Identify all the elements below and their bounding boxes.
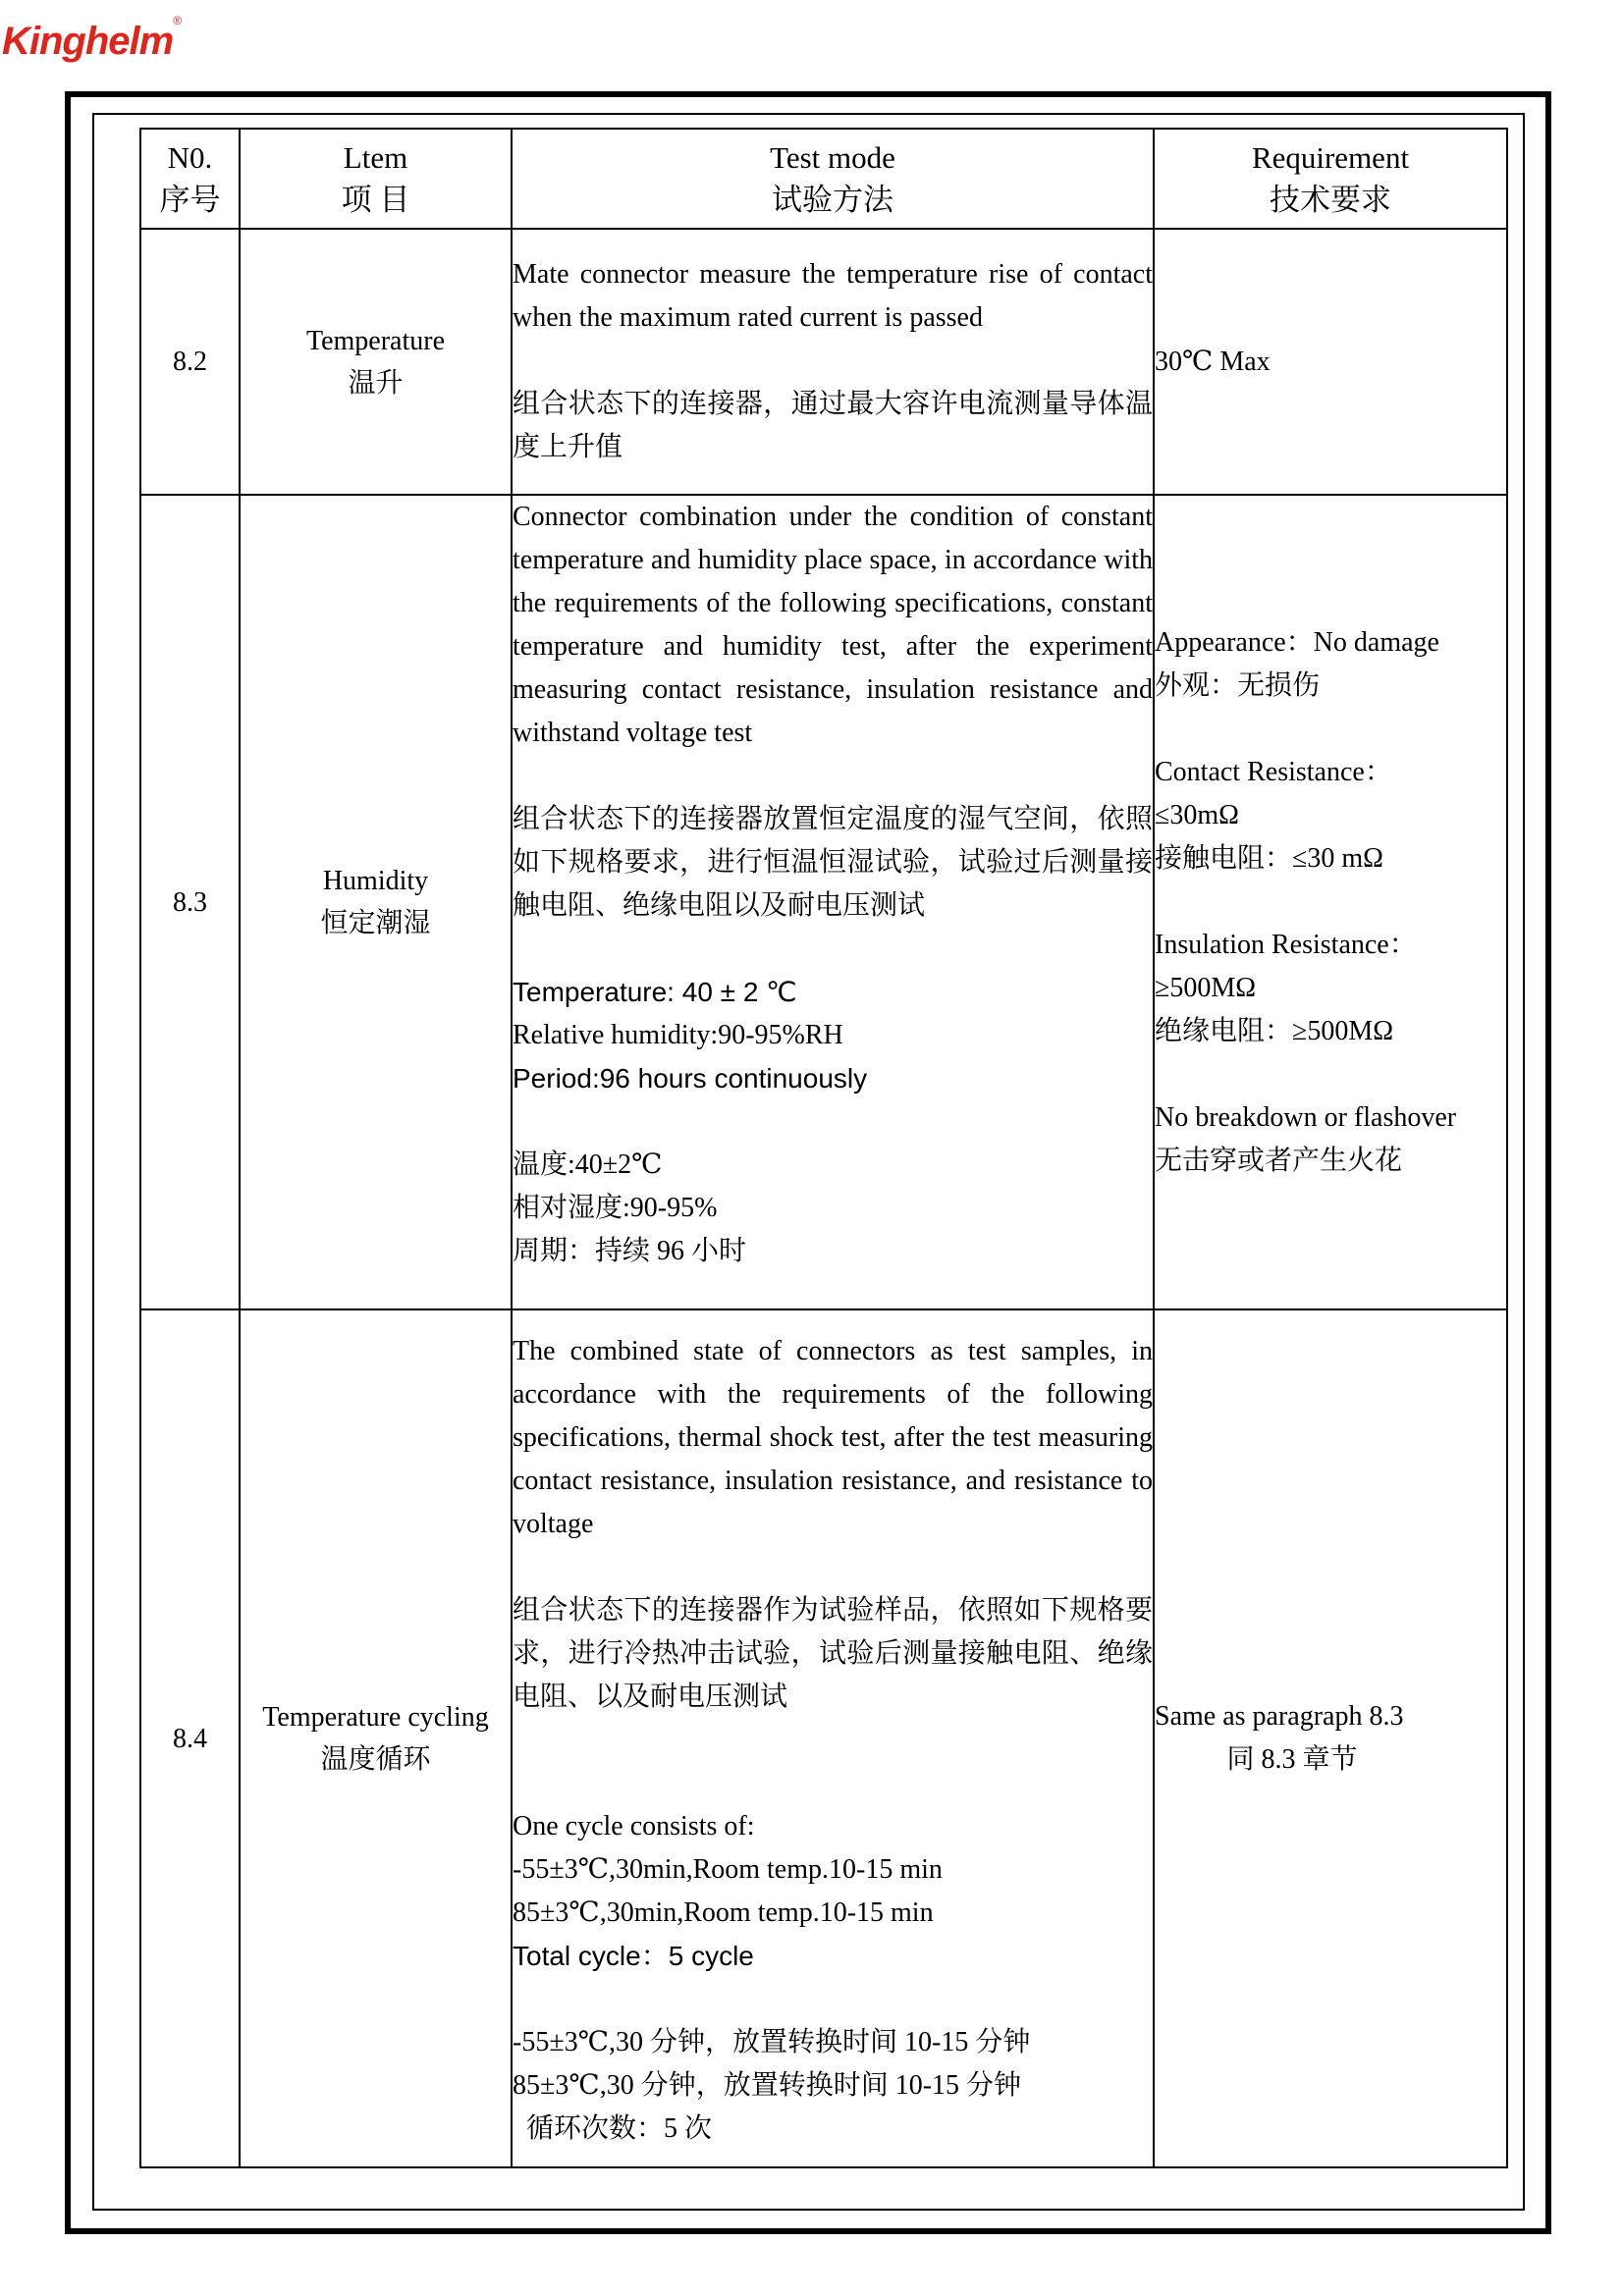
header-req-en: Requirement (1251, 140, 1410, 175)
cycle-step-hot: 85±3℃,30min,Room temp.10-15 min (513, 1897, 934, 1928)
row-item (240, 1309, 512, 2167)
req-text-cn: 同 8.3 章节 (1226, 1744, 1358, 1775)
header-no-cn: 序号 (159, 183, 221, 217)
header-mode-en: Test mode (770, 140, 895, 175)
table-row (140, 229, 1507, 495)
mode-en: Mate connector measure the temperature rise of contact when the maximum rated current is passed (513, 259, 1153, 333)
trademark-mark: ® (173, 14, 182, 27)
condition-period-cn: 周期：持续 96 小时 (513, 1236, 747, 1266)
req-text: 30℃ Max (1155, 346, 1271, 377)
req-appearance-cn: 外观：无损伤 (1155, 670, 1321, 701)
row-requirement (1154, 1309, 1507, 2167)
logo-text: Kinghelm (2, 20, 174, 63)
kinghelm-logo (2, 14, 182, 64)
table-header-row (140, 129, 1507, 229)
item-cn: 温升 (348, 367, 404, 399)
item-cn: 恒定潮湿 (320, 908, 431, 938)
cycle-step-cold-cn: -55±3℃,30 分钟，放置转换时间 10-15 分钟 (513, 2027, 1031, 2057)
row-number: 8.4 (140, 1309, 240, 2167)
req-insulation-en: Insulation Resistance： (1155, 930, 1417, 960)
test-spec-table (139, 128, 1508, 2168)
row-number: 8.2 (140, 229, 240, 495)
cycle-total: Total cycle：5 cycle (513, 1941, 754, 1971)
header-req-cn: 技术要求 (1270, 183, 1391, 217)
row-item (240, 495, 512, 1309)
item-en: Temperature (305, 325, 446, 356)
cycle-step-hot-cn: 85±3℃,30 分钟，放置转换时间 10-15 分钟 (513, 2070, 1022, 2101)
item-cn: 温度循环 (320, 1744, 431, 1775)
req-breakdown-cn: 无击穿或者产生火花 (1155, 1146, 1403, 1176)
condition-humidity-cn: 相对湿度:90-95% (513, 1193, 718, 1223)
mode-en: Connector combination under the condition of constant temperature and humidity place space, in accordance with the requirements of the following specifications, constant temperature and humidity test, after the experiment measuring contact resistance, insulation resistance and withstand voltage test (513, 502, 1153, 748)
req-contact-value: ≤30mΩ (1155, 800, 1239, 830)
item-en: Humidity (322, 866, 429, 896)
cycle-total-cn: 循环次数：5 次 (526, 2113, 713, 2144)
req-text-en: Same as paragraph 8.3 (1155, 1701, 1404, 1732)
header-mode (512, 129, 1154, 229)
req-appearance-en: Appearance：No damage (1155, 627, 1439, 658)
header-item-en: Ltem (343, 140, 408, 175)
row-requirement (1154, 495, 1507, 1309)
mode-en: The combined state of connectors as test samples, in accordance with the requirements of the following specifications, thermal shock test, after the test measuring contact resistance, insulation resistance, and resistance to voltage (513, 1336, 1153, 1539)
req-insulation-cn: 绝缘电阻：≥500MΩ (1155, 1016, 1394, 1046)
mode-cn: 组合状态下的连接器放置恒定温度的湿气空间，依照如下规格要求，进行恒温恒湿试验，试验过后测量接触电阻、绝缘电阻以及耐电压测试 (513, 804, 1153, 921)
row-requirement (1154, 229, 1507, 495)
req-contact-en: Contact Resistance： (1155, 757, 1392, 787)
header-item (240, 129, 512, 229)
condition-temperature-cn: 温度:40±2℃ (513, 1149, 663, 1180)
header-item-cn: 项 目 (341, 183, 410, 217)
mode-cn: 组合状态下的连接器，通过最大容许电流测量导体温度上升值 (513, 389, 1153, 462)
row-test-mode (512, 495, 1154, 1309)
cycle-step-cold: -55±3℃,30min,Room temp.10-15 min (513, 1854, 943, 1885)
condition-temperature: Temperature: 40 ± 2 ℃ (513, 977, 797, 1007)
req-contact-cn: 接触电阻：≤30 mΩ (1155, 843, 1383, 874)
table-row (140, 1309, 1507, 2167)
row-item (240, 229, 512, 495)
header-no-en: N0. (167, 140, 213, 175)
row-test-mode (512, 229, 1154, 495)
table-row (140, 495, 1507, 1309)
header-no (140, 129, 240, 229)
item-en: Temperature cycling (262, 1702, 489, 1733)
req-insulation-value: ≥500MΩ (1155, 973, 1257, 1003)
condition-humidity: Relative humidity:90-95%RH (513, 1020, 843, 1050)
req-breakdown-en: No breakdown or flashover (1155, 1102, 1457, 1133)
header-mode-cn: 试验方法 (772, 183, 893, 217)
header-req (1154, 129, 1507, 229)
condition-period: Period:96 hours continuously (513, 1063, 868, 1094)
row-number: 8.3 (140, 495, 240, 1309)
row-test-mode (512, 1309, 1154, 2167)
mode-cn: 组合状态下的连接器作为试验样品，依照如下规格要求，进行冷热冲击试验，试验后测量接触电阻、绝缘电阻、以及耐电压测试 (513, 1595, 1153, 1712)
cycle-title: One cycle consists of: (513, 1811, 755, 1842)
